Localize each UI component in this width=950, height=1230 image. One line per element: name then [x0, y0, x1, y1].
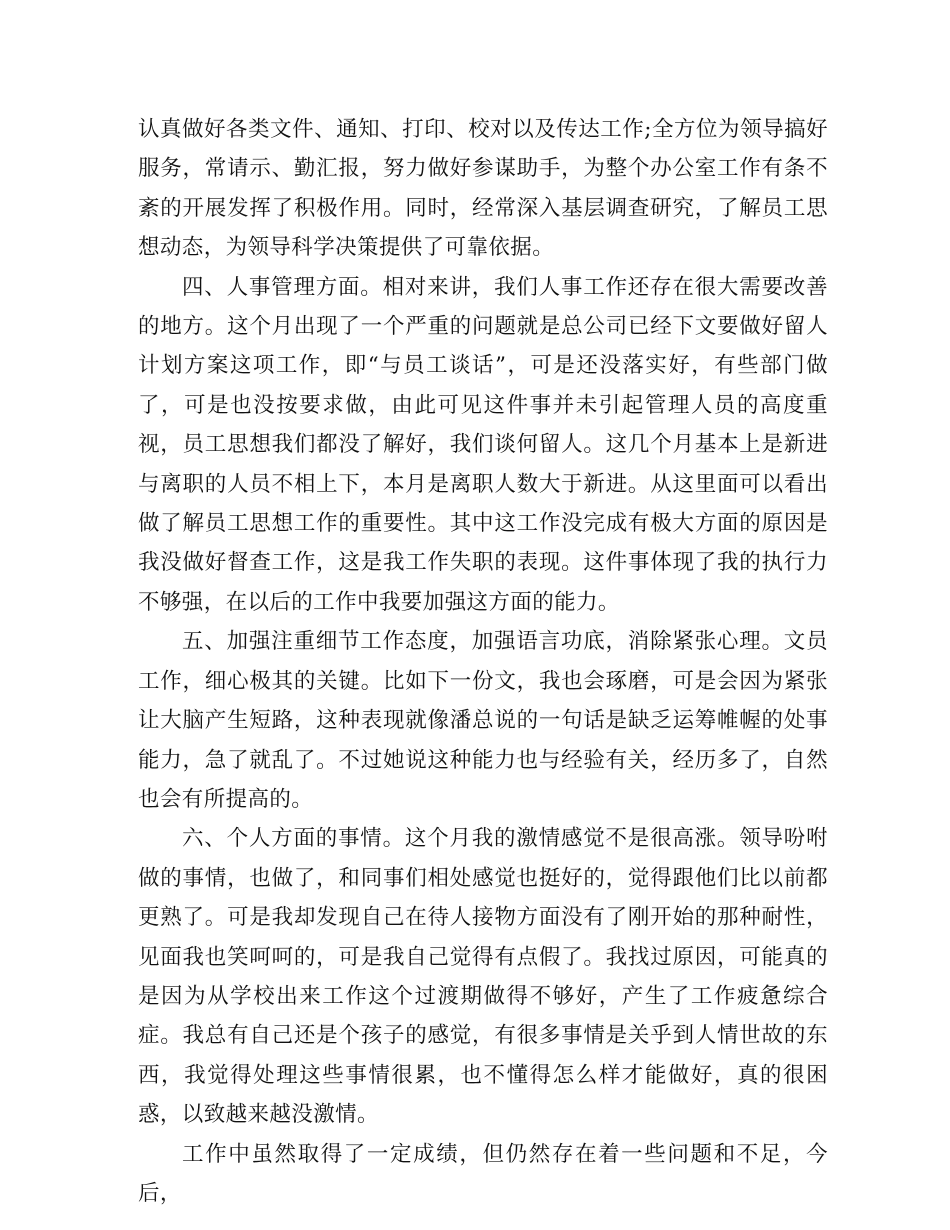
paragraph-conclusion: 工作中虽然取得了一定成绩，但仍然存在着一些问题和不足，今后， [138, 1141, 828, 1206]
document-body [138, 110, 828, 1213]
paragraph-office-work: 认真做好各类文件、通知、打印、校对以及传达工作;全方位为领导搞好服务，常请示、勤汇报，努力做好参谋助手，为整个办公室工作有条不紊的开展发挥了积极作用。同时，经常深入基层调查研究，了解员工思想动态，为领导科学决策提供了可靠依据。 [138, 117, 828, 261]
paragraph-personnel-management: 四、人事管理方面。相对来讲，我们人事工作还存在很大需要改善的地方。这个月出现了一个严重的问题就是总公司已经下文要做好留人计划方案这项工作，即“与员工谈话”，可是还没落实好，有些部门做了，可是也没按要求做，由此可见这件事并未引起管理人员的高度重视，员工思想我们都没了解好，我们谈何留人。这几个月基本上是新进与离职的人员不相上下，本月是离职人数大于新进。从这里面可以看出做了解员工思想工作的重要性。其中这工作没完成有极大方面的原因是我没做好督查工作，这是我工作失职的表现。这件事体现了我的执行力不够强，在以后的工作中我要加强这方面的能力。 [138, 274, 828, 615]
paragraph-attention-to-detail: 五、加强注重细节工作态度，加强语言功底，消除紧张心理。文员工作，细心极其的关键。比如下一份文，我也会琢磨，可是会因为紧张让大脑产生短路，这种表现就像潘总说的一句话是缺乏运筹帷幄的处事能力，急了就乱了。不过她说这种能力也与经验有关，经历多了，自然也会有所提高的。 [138, 629, 828, 812]
paragraph-personal-matters: 六、个人方面的事情。这个月我的激情感觉不是很高涨。领导吩咐做的事情，也做了，和同事们相处感觉也挺好的，觉得跟他们比以前都更熟了。可是我却发现自己在待人接物方面没有了刚开始的那种耐性，见面我也笑呵呵的，可是我自己觉得有点假了。我找过原因，可能真的是因为从学校出来工作这个过渡期做得不够好，产生了工作疲惫综合症。我总有自己还是个孩子的感觉，有很多事情是关乎到人情世故的东西，我觉得处理这些事情很累，也不懂得怎么样才能做好，真的很困惑，以致越来越没激情。 [138, 826, 828, 1128]
